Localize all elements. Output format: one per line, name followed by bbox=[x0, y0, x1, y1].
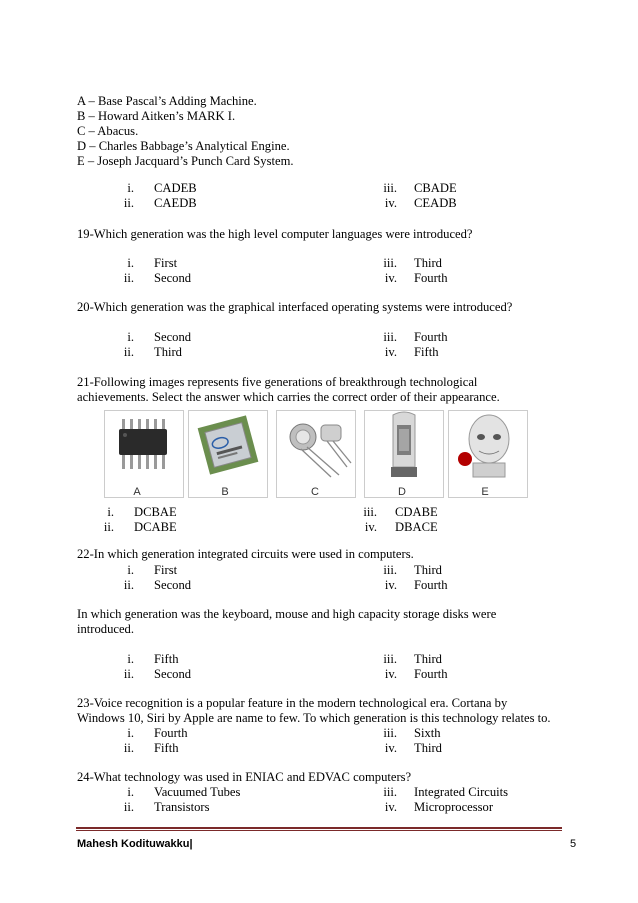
option-number: i. bbox=[127, 330, 134, 344]
option-text: DBACE bbox=[395, 520, 438, 534]
option-text: Fourth bbox=[414, 578, 448, 592]
list-item-a: A – Base Pascal’s Adding Machine. bbox=[77, 94, 257, 108]
option-number: i. bbox=[127, 256, 134, 270]
option-number: iv. bbox=[384, 667, 397, 681]
footer-divider-thin bbox=[76, 830, 562, 831]
option-text: Integrated Circuits bbox=[414, 785, 509, 799]
option-text: First bbox=[154, 256, 178, 270]
option-text: Fifth bbox=[154, 741, 179, 755]
option-number: ii. bbox=[123, 667, 134, 681]
option-number: i. bbox=[127, 726, 134, 740]
question-22: 22-In which generation integrated circuits were used in computers. bbox=[77, 547, 414, 561]
question-keyboard-line2: introduced. bbox=[77, 622, 135, 636]
option-text: Second bbox=[154, 330, 192, 344]
option-text: Microprocessor bbox=[414, 800, 494, 814]
option-text: Third bbox=[414, 563, 442, 577]
ic-chip-image bbox=[104, 410, 184, 498]
option-text: CBADE bbox=[414, 181, 457, 195]
image-label-b: B bbox=[221, 486, 229, 498]
option-text: CEADB bbox=[414, 196, 457, 210]
footer-divider bbox=[76, 827, 562, 829]
list-item-b: B – Howard Aitken’s MARK I. bbox=[77, 109, 236, 123]
option-text: Fourth bbox=[414, 330, 448, 344]
option-number: iv. bbox=[384, 578, 397, 592]
option-number: i. bbox=[127, 785, 134, 799]
option-number: iii. bbox=[383, 652, 397, 666]
question-20: 20-Which generation was the graphical interfaced operating systems were introduced? bbox=[77, 300, 513, 314]
list-item-c: C – Abacus. bbox=[77, 124, 139, 138]
option-number: iii. bbox=[363, 505, 377, 519]
option-text: Third bbox=[154, 345, 182, 359]
option-number: iv. bbox=[364, 520, 377, 534]
option-text: Fourth bbox=[154, 726, 188, 740]
option-number: iv. bbox=[384, 741, 397, 755]
list-item-d: D – Charles Babbage’s Analytical Engine. bbox=[77, 139, 290, 153]
option-text: Fifth bbox=[414, 345, 439, 359]
option-number: iv. bbox=[384, 345, 397, 359]
option-number: iii. bbox=[383, 726, 397, 740]
question-keyboard-line1: In which generation was the keyboard, mouse and high capacity storage disks were bbox=[77, 607, 497, 621]
option-number: ii. bbox=[123, 741, 134, 755]
image-label-e: E bbox=[481, 486, 489, 498]
question-19: 19-Which generation was the high level computer languages were introduced? bbox=[77, 227, 473, 241]
option-number: iii. bbox=[383, 181, 397, 195]
question-23-line2: Windows 10, Siri by Apple are name to few. To which generation is this technology relates to. bbox=[77, 711, 551, 725]
option-text: CDABE bbox=[395, 505, 438, 519]
option-text: CAEDB bbox=[154, 196, 197, 210]
option-number: iii. bbox=[383, 330, 397, 344]
image-label-a: A bbox=[133, 486, 141, 498]
option-number: ii. bbox=[123, 271, 134, 285]
question-21-line2: achievements. Select the answer which carries the correct order of their appearance. bbox=[77, 390, 500, 404]
option-number: i. bbox=[127, 181, 134, 195]
option-text: Second bbox=[154, 271, 192, 285]
option-text: Fourth bbox=[414, 667, 448, 681]
option-number: i. bbox=[127, 652, 134, 666]
option-text: DCBAE bbox=[134, 505, 177, 519]
image-label-c: C bbox=[311, 486, 319, 498]
option-text: CADEB bbox=[154, 181, 197, 195]
option-number: iii. bbox=[383, 785, 397, 799]
option-text: Fourth bbox=[414, 271, 448, 285]
option-number: iv. bbox=[384, 196, 397, 210]
processor-image bbox=[188, 410, 268, 498]
option-text: DCABE bbox=[134, 520, 177, 534]
robot-image bbox=[448, 410, 528, 498]
footer-author: Mahesh Kodituwakku| bbox=[77, 838, 193, 850]
option-number: ii. bbox=[123, 196, 134, 210]
option-text: Second bbox=[154, 667, 192, 681]
page-number: 5 bbox=[570, 838, 577, 850]
option-text: Vacuumed Tubes bbox=[154, 785, 241, 799]
option-text: Third bbox=[414, 741, 442, 755]
option-number: iv. bbox=[384, 271, 397, 285]
option-text: Fifth bbox=[154, 652, 179, 666]
option-text: Third bbox=[414, 652, 442, 666]
list-item-e: E – Joseph Jacquard’s Punch Card System. bbox=[77, 154, 294, 168]
question-21-line1: 21-Following images represents five generations of breakthrough technological bbox=[77, 375, 478, 389]
option-text: Second bbox=[154, 578, 192, 592]
vacuum-tube-image bbox=[364, 410, 444, 498]
option-number: iii. bbox=[383, 563, 397, 577]
option-number: ii. bbox=[123, 800, 134, 814]
transistor-image bbox=[276, 410, 356, 498]
option-text: Third bbox=[414, 256, 442, 270]
option-text: Transistors bbox=[154, 800, 210, 814]
option-number: ii. bbox=[123, 578, 134, 592]
option-text: First bbox=[154, 563, 178, 577]
option-number: ii. bbox=[103, 520, 114, 534]
option-number: iv. bbox=[384, 800, 397, 814]
question-24: 24-What technology was used in ENIAC and EDVAC computers? bbox=[77, 770, 412, 784]
option-number: i. bbox=[127, 563, 134, 577]
image-label-d: D bbox=[398, 486, 406, 498]
question-23-line1: 23-Voice recognition is a popular feature in the modern technological era. Cortana by bbox=[77, 696, 508, 710]
option-text: Sixth bbox=[414, 726, 441, 740]
option-number: i. bbox=[107, 505, 114, 519]
option-number: ii. bbox=[123, 345, 134, 359]
option-number: iii. bbox=[383, 256, 397, 270]
